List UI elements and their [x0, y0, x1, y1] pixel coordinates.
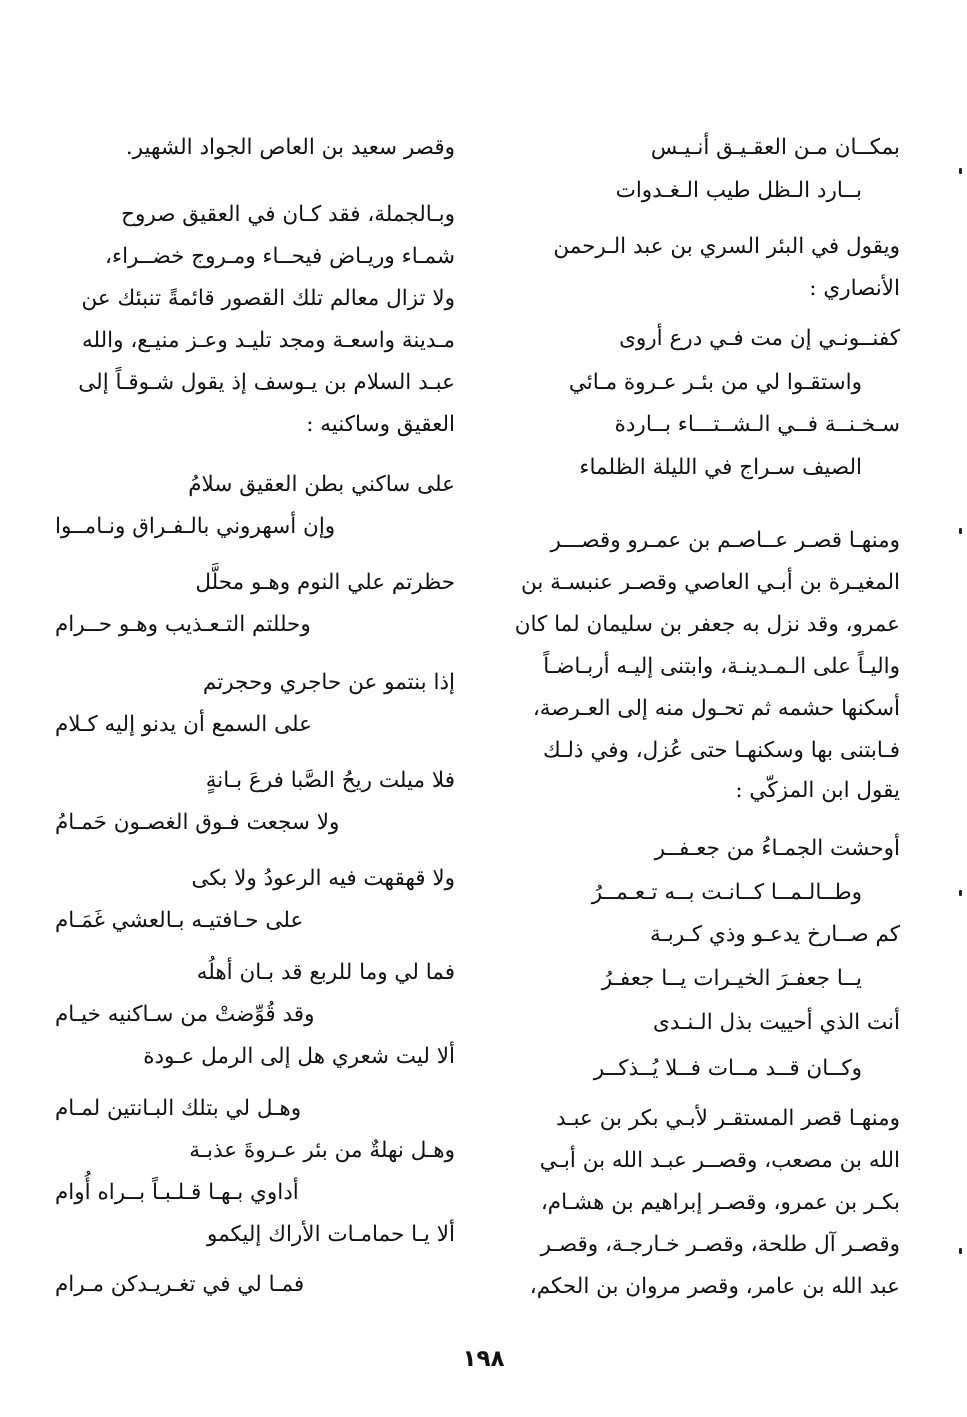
poem-verse: أداوي بـهـا قـلـبـاً بــراه أُوام — [55, 1180, 299, 1205]
poem-verse: فما لي وما للربع قد بـان أهلُه — [196, 960, 455, 985]
poem-verse: ألا يـا حمامـات الأراك إليكمو — [206, 1222, 455, 1247]
paragraph-line: وقصر سعيد بن العاص الجواد الشهير. — [125, 135, 455, 160]
poem-verse: ولا قهقهت فيه الرعودُ ولا بكى — [191, 866, 455, 891]
paragraph-line: الأنصاري : — [809, 276, 900, 301]
poem-verse: بــارد الـظل طيب الـغـدوات — [615, 178, 862, 203]
poem-verse: على حـافتيـه بـالعشي غَمَـام — [55, 908, 304, 933]
paragraph-line: يقول ابن المزكّي : — [735, 778, 900, 803]
paragraph-line: فـابتنى بها وسكنهـا حتى عُزل، وفي ذلـك — [542, 738, 900, 763]
scan-edge-mark — [959, 528, 962, 534]
poem-verse: كم صــارخ يدعـو وذي كـربـة — [649, 922, 900, 947]
paragraph-line: شمـاء وريـاض فيحــاء ومـروج خضــراء، — [105, 244, 455, 269]
poem-verse: الصيف سـراج في الليلة الظلماء — [579, 455, 862, 480]
paragraph-line: العقيق وساكنيه : — [306, 412, 455, 437]
poem-verse: ألا ليت شعري هل إلى الرمل عـودة — [143, 1044, 455, 1069]
poem-verse: فمـا لي في تغـريـدكن مـرام — [55, 1272, 305, 1297]
poem-verse: وهـل لي بتلك البـانتين لمـام — [55, 1096, 302, 1121]
paragraph-line: عمرو، وقد نزل به جعفر بن سليمان لما كان — [514, 612, 900, 637]
poem-verse: ولا سجعت فـوق الغصـون حَمـامُ — [55, 810, 340, 835]
poem-verse: وإن أسهروني بالـفـراق ونـامــوا — [55, 514, 336, 539]
paragraph-line: أسكنها حشمه ثم تحـول منه إلى العـرصة، — [532, 696, 900, 721]
paragraph-line: مـدينة واسعـة ومجد تليـد وعـز منيـع، والله — [81, 328, 455, 353]
paragraph-line: بكـر بن عمرو، وقصـر إبراهيم بن هشـام، — [540, 1190, 900, 1215]
paragraph-line: المغيـرة بن أبـي العاصي وقصـر عنبسـة بن — [520, 570, 900, 595]
poem-verse: على السمع أن يدنو إليه كـلام — [55, 712, 312, 737]
poem-verse: أنت الذي أحييت بذل الـنـدى — [652, 1010, 900, 1035]
paragraph-line: ومنهـا قصـر عــاصـم بن عمـرو وقصـــر — [550, 528, 900, 553]
poem-verse: وهـل نهلةٌ من بئر عـروةَ عذبـة — [189, 1138, 455, 1163]
paragraph-line: واليـاً على الـمـدينـة، وابتنى إليـه أربـاضـاً — [543, 654, 900, 679]
poem-verse: بمكــان مـن العقـيـق أنـيـس — [650, 135, 900, 160]
paragraph-line: عبد الله بن عامر، وقصر مروان بن الحكم، — [529, 1274, 900, 1299]
poem-verse: وحللتم التـعـذيب وهـو حــرام — [55, 612, 311, 637]
poem-verse: واستقـوا لي من بئـر عـروة مـائي — [568, 370, 862, 395]
scan-edge-mark — [959, 890, 962, 896]
paragraph-line: وبـالجملة، فقد كـان في العقيق صروح — [121, 202, 455, 227]
scan-edge-mark — [959, 1248, 962, 1254]
paragraph-line: ويقول في البئر السري بن عبد الـرحمن — [553, 234, 900, 259]
poem-verse: فلا ميلت ريحُ الصَّبا فرعَ بـانةٍ — [205, 768, 455, 793]
paragraph-line: ومنهـا قصر المستقـر لأبـي بكر بن عبـد — [555, 1106, 900, 1131]
poem-verse: على ساكني بطن العقيق سلامُ — [188, 472, 455, 497]
poem-verse: كفنــونـي إن مت فـي درع أروى — [619, 326, 900, 351]
poem-verse: أوحشت الجمـاءُ من جعـفــر — [654, 836, 900, 861]
paragraph-line: وقصـر آل طلحة، وقصـر خـارجـة، وقصـر — [540, 1232, 900, 1257]
paragraph-line: عبـد السلام بن يـوسف إذ يقول شـوقـاً إلى — [78, 370, 455, 395]
poem-verse: حظرتم علي النوم وهـو محلَّل — [195, 570, 455, 595]
scan-edge-mark — [959, 168, 962, 174]
poem-verse: يــا جعفـرَ الخيـرات يــا جعفـرُ — [601, 966, 862, 991]
page-number: ١٩٨ — [462, 1346, 505, 1372]
poem-verse: وكــان قــد مــات فــلا يُــذكــر — [593, 1056, 862, 1081]
paragraph-line: ولا تزال معالم تلك القصور قائمةً تنبئك عن — [81, 286, 455, 311]
poem-verse: إذا بنتمو عن حاجري وحجرتم — [202, 670, 455, 695]
poem-verse: سـخـنــة فــي الـشــتـــاء بــاردة — [614, 412, 900, 437]
paragraph-line: الله بن مصعب، وقصــر عبـد الله بن أبـي — [539, 1148, 900, 1173]
poem-verse: وطــالـمــا كــانـت بــه تـعـمــرُ — [591, 880, 862, 905]
poem-verse: وقد قُوِّضتْ من سـاكنيه خيـام — [55, 1002, 315, 1027]
